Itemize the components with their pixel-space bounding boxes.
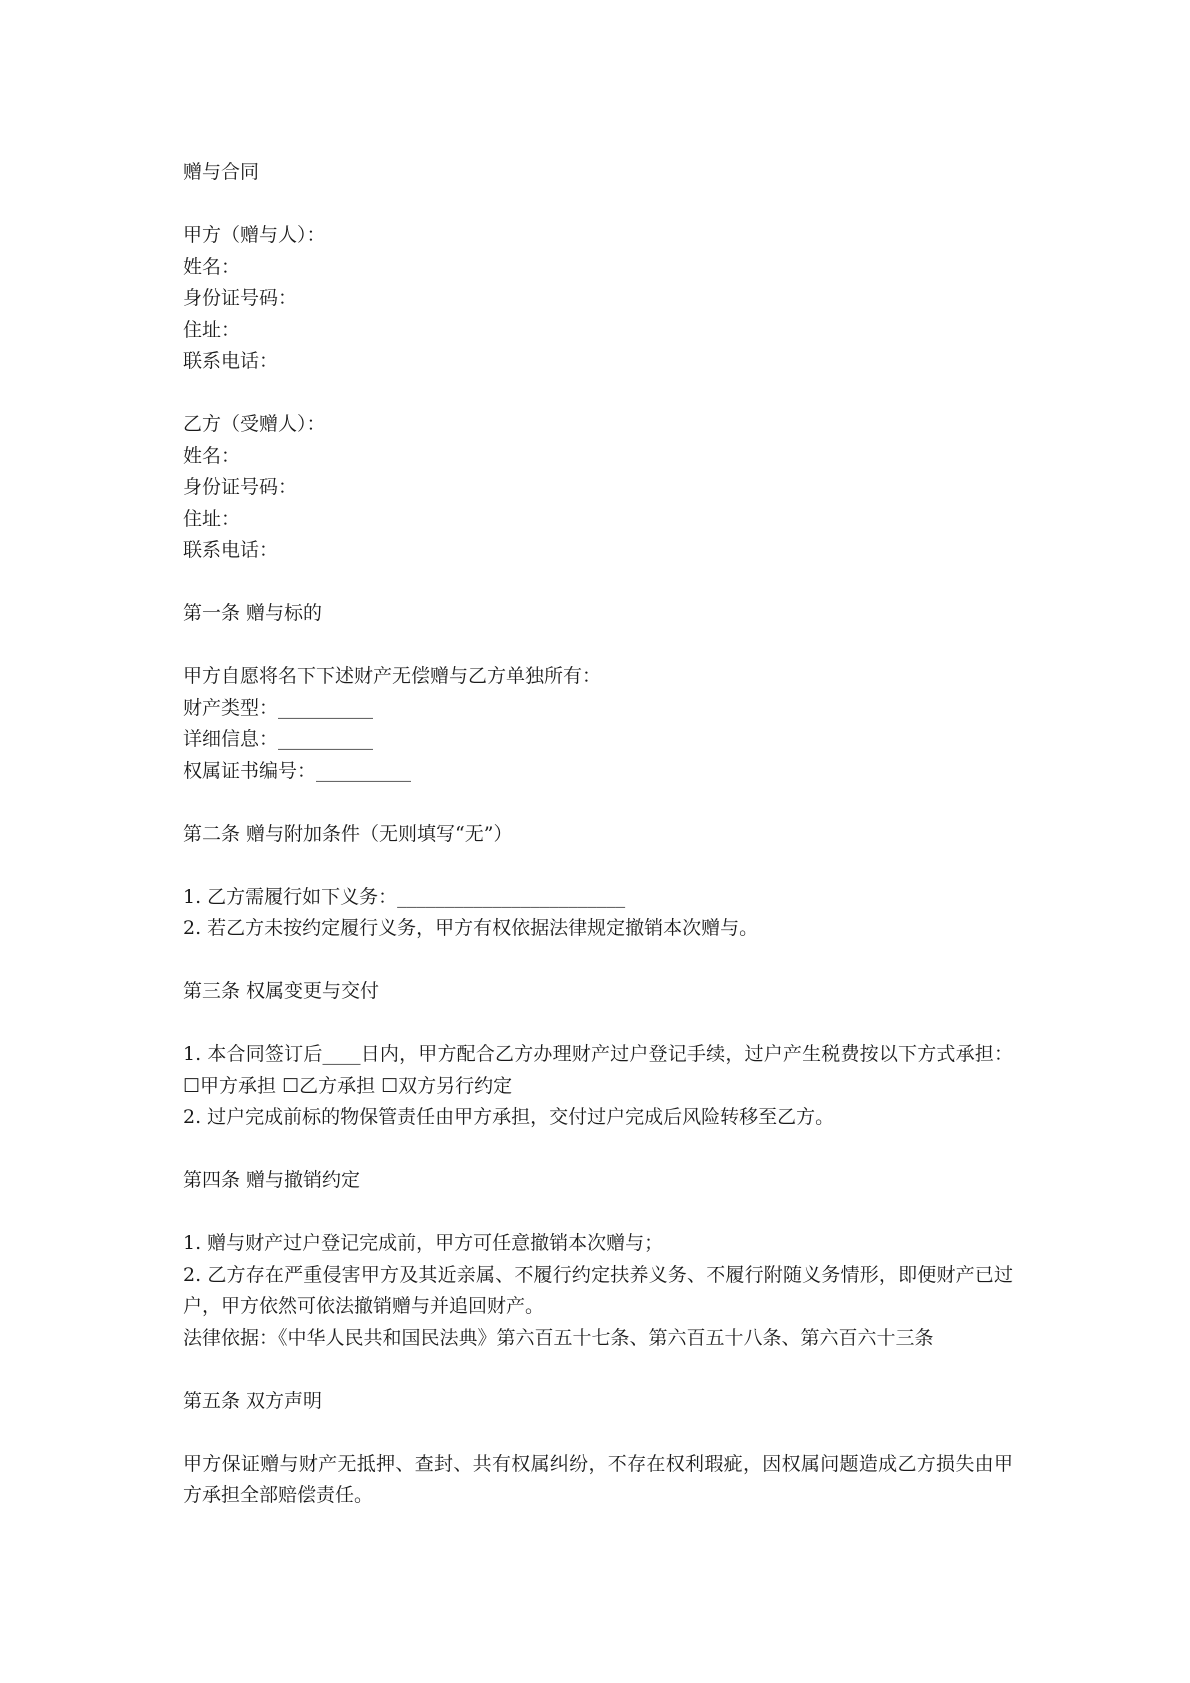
article-2-item-2: 2. 若乙方未按约定履行义务，甲方有权依据法律规定撤销本次赠与。	[183, 917, 759, 939]
document-title: 赠与合同	[183, 161, 260, 183]
party-b-address: 住址：	[183, 507, 241, 530]
party-b-heading: 乙方（受赠人）：	[183, 413, 326, 435]
contract-document	[183, 157, 1013, 1512]
spacer	[183, 630, 1013, 662]
party-a-id-number: 身份证号码：	[183, 287, 298, 309]
spacer	[183, 1134, 1013, 1166]
article-2-item-1: 1. 乙方需履行如下义务：________________________	[183, 885, 626, 908]
spacer	[183, 1008, 1013, 1040]
article-3-item-1: 1. 本合同签订后____日内，甲方配合乙方办理财产过户登记手续，过户产生税费按以下方式承担：☐甲方承担 ☐乙方承担 ☐双方另行约定	[183, 1043, 1013, 1097]
article-1-property-type: 财产类型：__________	[183, 696, 374, 719]
article-1-heading: 第一条 赠与标的	[183, 602, 323, 624]
article-4-item-2: 2. 乙方存在严重侵害甲方及其近亲属、不履行约定扶养义务、不履行附随义务情形，即便财产已过户，甲方依然可依法撤销赠与并追回财产。	[183, 1263, 1013, 1317]
party-b-id-number: 身份证号码：	[183, 476, 298, 498]
article-3-heading: 第三条 权属变更与交付	[183, 980, 380, 1002]
spacer	[183, 945, 1013, 977]
party-b-phone: 联系电话：	[183, 539, 279, 561]
article-3-item-2: 2. 过户完成前标的物保管责任由甲方承担，交付过户完成后风险转移至乙方。	[183, 1106, 835, 1128]
article-1-certificate-no: 权属证书编号：__________	[183, 759, 412, 782]
party-b-name: 姓名：	[183, 444, 241, 467]
spacer	[183, 850, 1013, 882]
party-a-phone: 联系电话：	[183, 350, 279, 372]
party-a-address: 住址：	[183, 318, 241, 341]
spacer	[183, 567, 1013, 599]
article-2-heading: 第二条 赠与附加条件（无则填写“无”）	[183, 822, 513, 845]
article-4-item-1: 1. 赠与财产过户登记完成前，甲方可任意撤销本次赠与；	[183, 1232, 664, 1254]
article-1-details: 详细信息：__________	[183, 728, 374, 750]
spacer	[183, 1197, 1013, 1229]
spacer	[183, 787, 1013, 819]
article-1-intro: 甲方自愿将名下下述财产无偿赠与乙方单独所有：	[183, 665, 602, 687]
party-a-heading: 甲方（赠与人）：	[183, 224, 326, 246]
spacer	[183, 1417, 1013, 1449]
spacer	[183, 1354, 1013, 1386]
article-4-heading: 第四条 赠与撤销约定	[183, 1169, 361, 1191]
article-4-legal-basis: 法律依据：《中华人民共和国民法典》第六百五十七条、第六百五十八条、第六百六十三条	[183, 1326, 934, 1349]
article-5-heading: 第五条 双方声明	[183, 1389, 323, 1412]
spacer	[183, 378, 1013, 410]
article-5-text: 甲方保证赠与财产无抵押、查封、共有权属纠纷，不存在权利瑕疵，因权属问题造成乙方损失由甲方承担全部赔偿责任。	[183, 1452, 1013, 1506]
spacer	[183, 189, 1013, 221]
party-a-name: 姓名：	[183, 255, 241, 278]
